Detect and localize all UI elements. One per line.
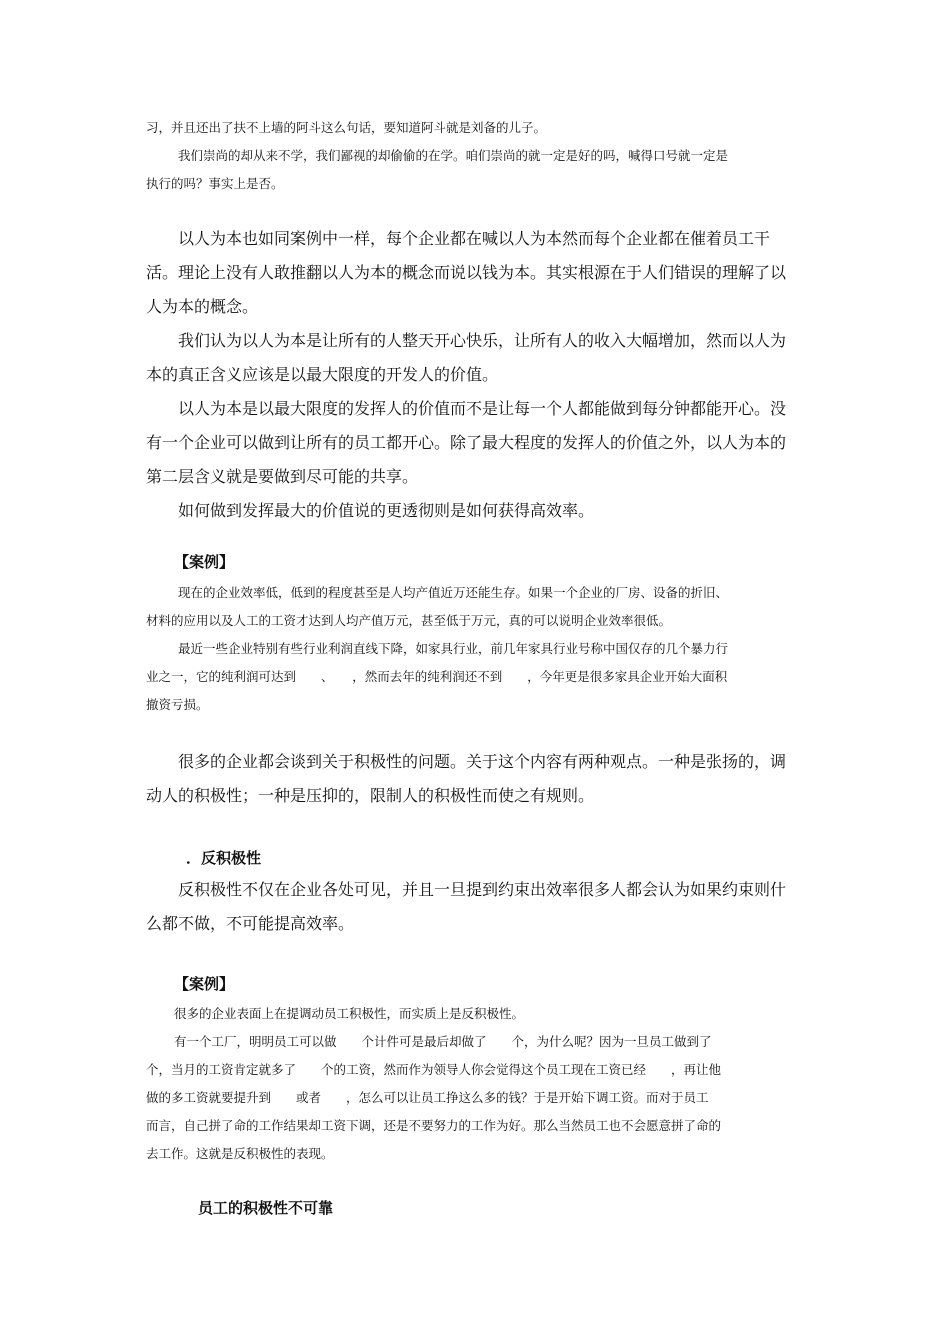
case2-line-3: 个，当月的工资肯定就多了 个的工资，然而作为领导人你会觉得这个员工现在工资已经 ，再让他 xyxy=(146,1062,722,1077)
paragraph-people-oriented-1c: 人为本的概念。 xyxy=(146,297,259,316)
heading-case-2: 【案例】 xyxy=(174,975,235,993)
case1-line-3: 最近一些企业特别有些行业利润直线下降，如家具行业，前几年家具行业号称中国仅存的几个暴力行 xyxy=(178,641,729,656)
intro-line-2: 我们崇尚的却从来不学，我们鄙视的却偷偷的在学。咱们崇尚的就一定是好的吗，喊得口号就一定是 xyxy=(178,148,729,163)
intro-line-3: 执行的吗？事实上是否。 xyxy=(146,176,284,191)
case1-line-1: 现在的企业效率低，低到的程度甚至是人均产值近万还能生存。如果一个企业的厂房、设备的折旧、 xyxy=(178,585,729,600)
paragraph-people-oriented-2: 我们认为以人为本是让所有的人整天开心快乐，让所有人的收入大幅增加，然而以人为 xyxy=(178,331,787,350)
paragraph-efficiency: 如何做到发挥最大的价值说的更透彻则是如何获得高效率。 xyxy=(178,501,595,520)
case2-line-2: 有一个工厂，明明员工可以做 个计件可是最后却做了 个，为什么呢？因为一旦员工做到了 xyxy=(174,1034,712,1049)
paragraph-initiative: 很多的企业都会谈到关于积极性的问题。关于这个内容有两种观点。一种是张扬的，调 xyxy=(178,752,787,771)
case1-line-2: 材料的应用以及人工的工资才达到人均产值万元，甚至低于万元，真的可以说明企业效率很低。 xyxy=(146,613,672,628)
case1-line-4: 业之一，它的纯利润可达到 、 ，然而去年的纯利润还不到 ，今年更是很多家具企业开始大面积 xyxy=(146,669,728,684)
case2-line-4: 做的多工资就要提升到 或者 ，怎么可以让员工挣这么多的钱？于是开始下调工资。而对于员工 xyxy=(146,1090,709,1105)
case2-line-6: 去工作。这就是反积极性的表现。 xyxy=(146,1146,334,1161)
case2-line-1: 很多的企业表面上在提调动员工积极性，而实质上是反积极性。 xyxy=(174,1006,525,1021)
paragraph-anti-initiative: 反积极性不仅在企业各处可见，并且一旦提到约束出效率很多人都会认为如果约束则什 xyxy=(178,880,787,899)
case1-line-5: 撤资亏损。 xyxy=(146,697,209,712)
paragraph-people-oriented-3c: 第二层含义就是要做到尽可能的共享。 xyxy=(146,467,419,486)
paragraph-anti-initiative-b: 么都不做，不可能提高效率。 xyxy=(146,914,355,933)
paragraph-people-oriented-1b: 活。理论上没有人敢推翻以人为本的概念而说以钱为本。其实根源在于人们错误的理解了以 xyxy=(146,263,787,282)
paragraph-people-oriented-3: 以人为本是以最大限度的发挥人的价值而不是让每一个人都能做到每分钟都能开心。没 xyxy=(178,399,787,418)
paragraph-people-oriented-1: 以人为本也如同案例中一样，每个企业都在喊以人为本然而每个企业都在催着员工干 xyxy=(178,229,771,248)
intro-line-1: 习，并且还出了扶不上墙的阿斗这么句话，要知道阿斗就是刘备的儿子。 xyxy=(146,120,547,135)
heading-staff-initiative: 员工的积极性不可靠 xyxy=(198,1199,334,1217)
paragraph-people-oriented-3b: 有一个企业可以做到让所有的员工都开心。除了最大程度的发挥人的价值之外，以人为本的 xyxy=(146,433,787,452)
paragraph-people-oriented-2b: 本的真正含义应该是以最大限度的开发人的价值。 xyxy=(146,365,499,384)
paragraph-initiative-b: 动人的积极性；一种是压抑的，限制人的积极性而使之有规则。 xyxy=(146,786,595,805)
case2-line-5: 而言，自己拼了命的工作结果却工资下调，还是不要努力的工作为好。那么当然员工也不会愿意拼了命的 xyxy=(146,1118,722,1133)
heading-anti-initiative: ．反积极性 xyxy=(186,849,262,867)
heading-case-1: 【案例】 xyxy=(174,553,235,571)
